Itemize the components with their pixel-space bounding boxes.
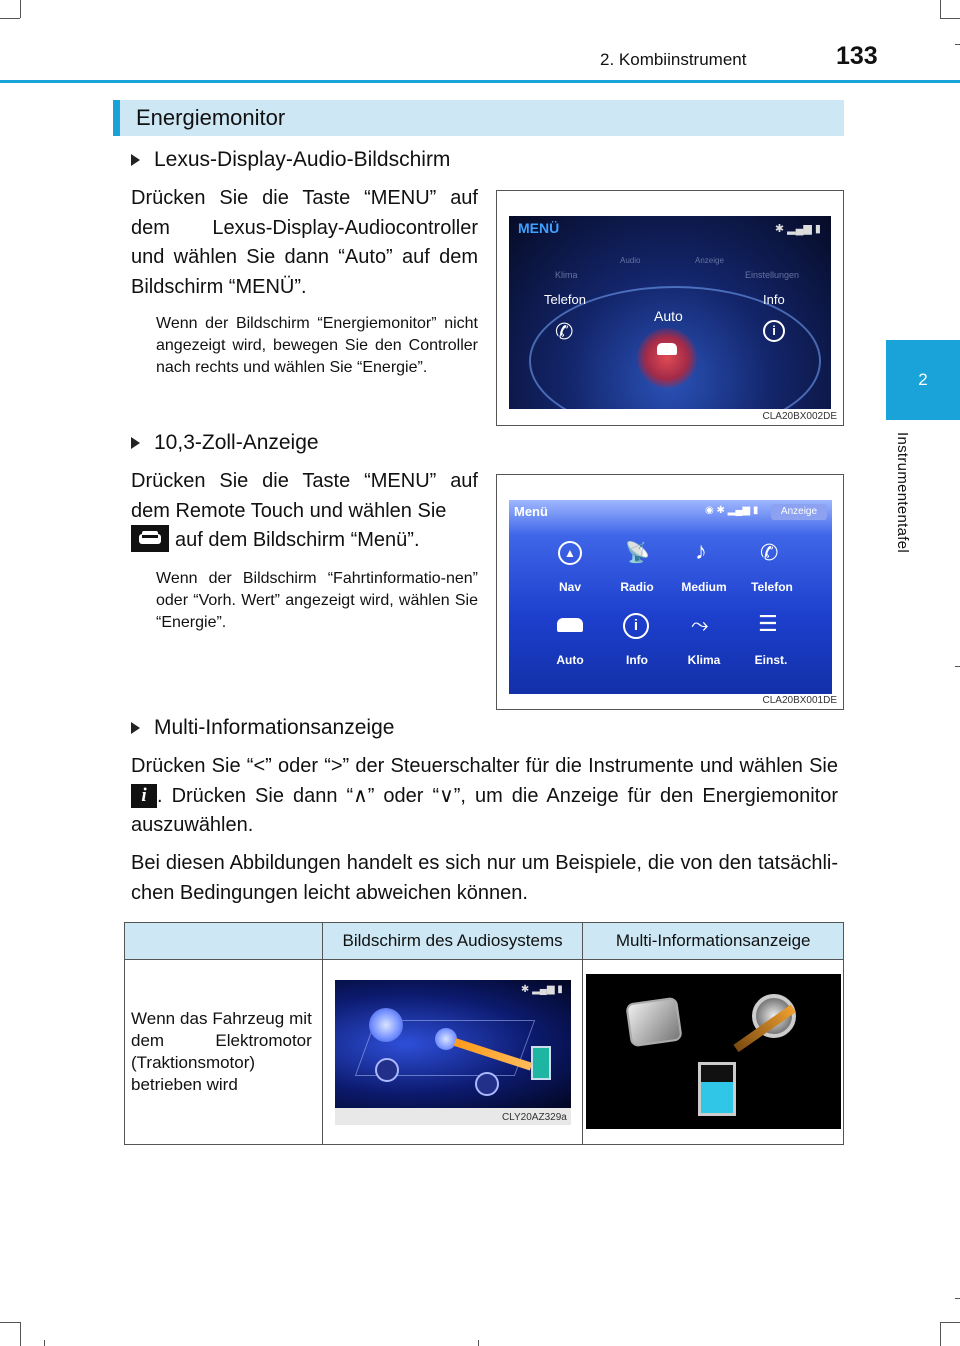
status-icons: ✱ ▂▄▆ ▮ bbox=[520, 984, 563, 995]
menu-screen bbox=[509, 500, 832, 694]
section-header bbox=[113, 100, 844, 136]
triangle-bullet-icon bbox=[131, 722, 140, 734]
instruction-line-a: Drücken Sie “<” oder “>” der Steuerschalter für die Instrumente und wählen Sie bbox=[131, 755, 838, 777]
crop-mark bbox=[0, 18, 20, 19]
example-disclaimer: Bei diesen Abbildungen handelt es sich nur um Beispiele, die von den tatsächli-chen Bedingungen leicht abweichen können. bbox=[131, 852, 838, 904]
triangle-bullet-icon bbox=[131, 154, 140, 166]
climate-icon: ⤳ bbox=[691, 612, 709, 637]
subheading-multi-info bbox=[131, 716, 394, 740]
info-icon: i bbox=[763, 320, 785, 342]
subheading-text: 10,3-Zoll-Anzeige bbox=[154, 431, 319, 454]
table-header-audio: Bildschirm des Audiosystems bbox=[322, 923, 583, 960]
crop-mark bbox=[955, 666, 960, 667]
phone-icon: ✆ bbox=[760, 540, 779, 565]
chapter-tab bbox=[886, 340, 960, 420]
chapter-tab-label: Instrumententafel bbox=[894, 432, 911, 553]
selection-glow bbox=[637, 328, 697, 388]
motor-icon bbox=[626, 997, 684, 1048]
radio-icon: 📡 bbox=[625, 542, 650, 564]
figure-caption: CLY20AZ329a bbox=[501, 1112, 567, 1123]
energy-monitor-table bbox=[124, 922, 844, 1145]
menu-screen-title: Menü bbox=[514, 504, 548, 519]
page-number: 133 bbox=[836, 42, 878, 70]
settings-icon: ☰ bbox=[758, 611, 778, 636]
subheading-lexus-display bbox=[131, 148, 450, 172]
crop-mark bbox=[940, 1322, 941, 1346]
menu-label-info: Info bbox=[626, 653, 648, 667]
instruction-line-b: . Drücken Sie dann “∧” oder “∨”, um die Anzeige für den Energiemonitor auszuwählen. bbox=[131, 784, 838, 836]
menu-label-nav: Nav bbox=[558, 580, 581, 594]
menu-label-klima: Klima bbox=[687, 653, 721, 667]
table-cell-multi-info-image bbox=[583, 960, 844, 1145]
nav-icon: ▲ bbox=[558, 541, 582, 565]
instruction-text-a: Drücken Sie die Taste “MENU” auf dem Remote Touch und wählen Sie bbox=[131, 470, 478, 522]
table-header-multi-info: Multi-Informationsanzeige bbox=[583, 923, 844, 960]
chapter-title: 2. Kombiinstrument bbox=[600, 50, 747, 69]
instruction-text bbox=[131, 467, 478, 556]
crop-mark bbox=[20, 0, 21, 18]
car-button-icon bbox=[131, 525, 169, 552]
battery-icon bbox=[698, 1062, 736, 1116]
crop-mark bbox=[940, 18, 960, 19]
header-rule bbox=[0, 80, 960, 83]
audio-energy-screen bbox=[335, 980, 571, 1108]
multi-info-energy-screen bbox=[586, 974, 841, 1129]
phone-icon: ✆ bbox=[555, 319, 574, 344]
crop-mark bbox=[0, 1322, 20, 1323]
menu-label-einst: Einst. bbox=[754, 653, 788, 667]
crop-mark bbox=[955, 1298, 960, 1299]
car-icon bbox=[657, 343, 677, 355]
menu-item-anzeige: Anzeige bbox=[695, 256, 724, 265]
menu-item-einstellungen: Einstellungen bbox=[745, 270, 800, 280]
chapter-tab-number: 2 bbox=[918, 370, 928, 389]
menu-screen bbox=[509, 216, 831, 409]
crop-mark bbox=[940, 1322, 960, 1323]
menu-item-telefon: Telefon bbox=[544, 292, 586, 307]
instruction-text-b: auf dem Bildschirm “Menü”. bbox=[175, 529, 420, 551]
status-icons: ✱ ▂▄▆ ▮ bbox=[774, 223, 821, 235]
audio-energy-figure bbox=[335, 980, 571, 1125]
menu-item-info: Info bbox=[763, 292, 785, 307]
wheel-icon bbox=[375, 1058, 399, 1082]
crop-mark bbox=[44, 1340, 45, 1346]
subheading-text: Multi-Informationsanzeige bbox=[154, 716, 395, 739]
table-header-empty bbox=[125, 923, 323, 960]
status-icons: ◉ ✱ ▂▄▆ ▮ bbox=[705, 505, 759, 516]
menu-label-medium: Medium bbox=[681, 580, 727, 594]
car-icon bbox=[557, 618, 583, 632]
menu-item-auto: Auto bbox=[654, 308, 683, 324]
table-cell-audio-image bbox=[322, 960, 583, 1145]
menu-label-radio: Radio bbox=[620, 580, 654, 594]
instruction-text: Drücken Sie die Taste “MENU” auf dem Lexus-Display-Audiocontroller und wählen Sie dann “Auto” auf dem Bildschirm “MENÜ”. bbox=[131, 187, 478, 298]
anzeige-button: Anzeige bbox=[771, 504, 827, 520]
figure-caption: CLA20BX002DE bbox=[762, 411, 837, 422]
battery-icon bbox=[531, 1046, 551, 1080]
crop-mark bbox=[478, 1340, 479, 1346]
menu-item-audio: Audio bbox=[620, 256, 641, 265]
instruction-text bbox=[131, 752, 838, 841]
music-note-icon: ♪ bbox=[695, 538, 707, 565]
menu-screen-title: MENÜ bbox=[518, 220, 560, 236]
motor-icon bbox=[369, 1008, 403, 1042]
subheading-10-zoll bbox=[131, 431, 319, 455]
wheel-icon bbox=[435, 1028, 457, 1050]
wheel-icon bbox=[475, 1072, 499, 1096]
info-icon: i bbox=[623, 613, 649, 639]
menu-label-telefon: Telefon bbox=[751, 580, 793, 594]
menu-item-klima: Klima bbox=[555, 270, 578, 280]
section-title: Energiemonitor bbox=[136, 105, 286, 130]
crop-mark bbox=[955, 44, 960, 45]
subheading-text: Lexus-Display-Audio-Bildschirm bbox=[154, 148, 451, 171]
menu-label-auto: Auto bbox=[556, 653, 584, 667]
info-button-icon: i bbox=[131, 784, 157, 808]
crop-mark bbox=[20, 1322, 21, 1346]
figure-lexus-display-menu bbox=[496, 190, 844, 426]
table-row-label: Wenn das Fahrzeug mit dem Elektromotor (Traktionsmotor) betrieben wird bbox=[125, 960, 323, 1145]
note-text: Wenn der Bildschirm “Fahrtinformatio-nen” oder “Vorh. Wert” angezeigt wird, wählen Sie “Energie”. bbox=[156, 570, 478, 631]
crop-mark bbox=[940, 0, 941, 18]
triangle-bullet-icon bbox=[131, 437, 140, 449]
note-text: Wenn der Bildschirm “Energiemonitor” nicht angezeigt wird, bewegen Sie den Controller nach rechts und wählen Sie “Energie”. bbox=[156, 315, 478, 376]
figure-menu-10-zoll bbox=[496, 474, 844, 710]
figure-caption: CLA20BX001DE bbox=[762, 695, 837, 706]
